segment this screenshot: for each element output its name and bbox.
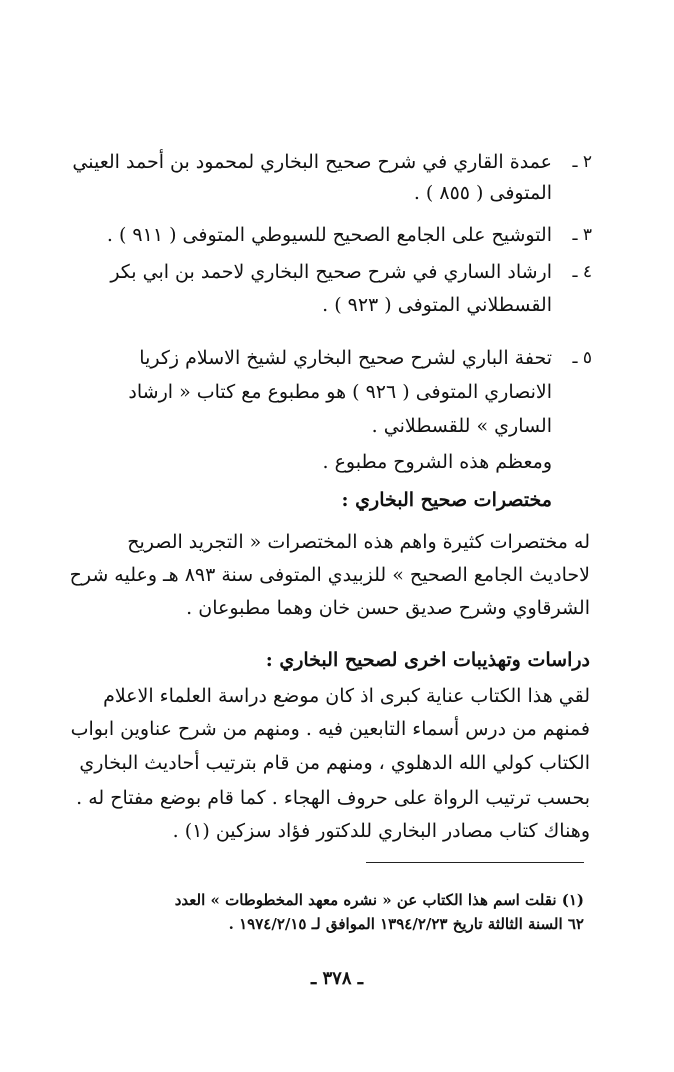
footnote-separator	[366, 862, 584, 863]
item-5-line-2: الانصاري المتوفى ( ٩٢٦ ) هو مطبوع مع كتاب « ارشاد	[128, 381, 552, 403]
footnote-line-2: ٦٢ السنة الثالثة تاريخ ١٣٩٤/٢/٢٣ الموافق لـ ١٩٧٤/٢/١٥ .	[228, 915, 584, 933]
page-number: ـ ٣٧٨ ـ	[310, 968, 364, 989]
item-number: ٢ ـ	[572, 152, 592, 172]
item-number: ٤ ـ	[572, 262, 592, 282]
footnote-line-1: (١) نقلت اسم هذا الكتاب عن « نشره معهد المخطوطات » العدد	[174, 891, 584, 909]
section-1-line-1: له مختصرات كثيرة واهم هذه المختصرات « التجريد الصريح	[127, 531, 590, 553]
item-4-line-1: ارشاد الساري في شرح صحيح البخاري لاحمد بن ابي بكر	[110, 261, 552, 283]
section-heading-mukhtasarat: مختصرات صحيح البخاري :	[341, 489, 552, 511]
section-2-line-3: الكتاب كولي الله الدهلوي ، ومنهم من قام بترتيب أحاديث البخاري	[79, 752, 590, 774]
section-1-line-3: الشرقاوي وشرح صديق حسن خان وهما مطبوعان .	[186, 597, 590, 619]
item-number: ٣ ـ	[572, 225, 592, 245]
section-2-line-4: بحسب ترتيب الرواة على حروف الهجاء . كما قام بوضع مفتاح له .	[76, 787, 590, 809]
item-3-line-1: التوشيح على الجامع الصحيح للسيوطي المتوفى ( ٩١١ ) .	[106, 224, 552, 246]
item-4-line-2: القسطلاني المتوفى ( ٩٢٣ ) .	[322, 294, 552, 316]
item-2-line-1: عمدة القاري في شرح صحيح البخاري لمحمود بن أحمد العيني	[72, 151, 552, 173]
section-heading-dirasat: دراسات وتهذيبات اخرى لصحيح البخاري :	[265, 649, 590, 671]
section-1-line-2: لاحاديث الجامع الصحيح » للزبيدي المتوفى سنة ٨٩٣ هـ وعليه شرح	[69, 564, 590, 586]
item-5-line-3: الساري » للقسطلاني .	[371, 415, 552, 437]
section-2-line-2: فمنهم من درس أسماء التابعين فيه . ومنهم من شرح عناوين ابواب	[70, 718, 590, 740]
item-5-line-4: ومعظم هذه الشروح مطبوع .	[322, 451, 552, 473]
section-2-line-1: لقي هذا الكتاب عناية كبرى اذ كان موضع دراسة العلماء الاعلام	[103, 685, 590, 707]
item-number: ٥ ـ	[572, 348, 592, 368]
section-2-line-5: وهناك كتاب مصادر البخاري للدكتور فؤاد سزكين (١) .	[172, 820, 590, 842]
item-5-line-1: تحفة الباري لشرح صحيح البخاري لشيخ الاسلام زكريا	[139, 347, 552, 369]
item-2-line-2: المتوفى ( ٨٥٥ ) .	[413, 182, 552, 204]
